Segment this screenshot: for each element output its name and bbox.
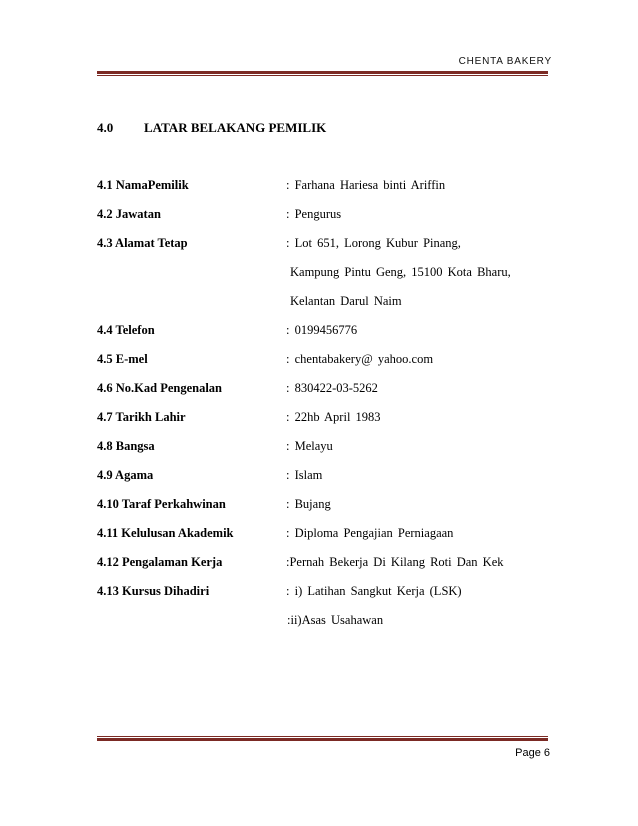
footer-rule-thin	[97, 736, 548, 737]
row-value: : Pengurus	[286, 207, 342, 221]
row-label: 4.3 Alamat Tetap	[97, 236, 188, 250]
row-value: : Melayu	[286, 439, 333, 453]
row-value: : Diploma Pengajian Perniagaan	[286, 526, 454, 540]
row-value: : Farhana Hariesa binti Ariffin	[286, 178, 446, 192]
row-label: 4.4 Telefon	[97, 323, 155, 337]
row-label: 4.5 E-mel	[97, 352, 148, 366]
row-value: :ii)Asas Usahawan	[287, 613, 384, 627]
row-value: : i) Latihan Sangkut Kerja (LSK)	[286, 584, 462, 598]
row-value: : 830422-03-5262	[286, 381, 378, 395]
row-label: 4.10 Taraf Perkahwinan	[97, 497, 226, 511]
row-value: : 0199456776	[286, 323, 358, 337]
header-rule	[97, 71, 548, 76]
header-rule-thin	[97, 75, 548, 76]
row-label: 4.6 No.Kad Pengenalan	[97, 381, 223, 395]
row-label: 4.7 Tarikh Lahir	[97, 410, 186, 424]
row-label: 4.1 NamaPemilik	[97, 178, 189, 192]
row-label: 4.8 Bangsa	[97, 439, 155, 453]
row-value: Kampung Pintu Geng, 15100 Kota Bharu,	[290, 265, 511, 279]
row-label: 4.13 Kursus Dihadiri	[97, 584, 210, 598]
row-label: 4.11 Kelulusan Akademik	[97, 526, 234, 540]
row-value: : chentabakery@ yahoo.com	[286, 352, 434, 366]
footer-rule-thick	[97, 738, 548, 741]
running-header: CHENTA BAKERY	[458, 56, 552, 67]
section-title-text: LATAR BELAKANG PEMILIK	[144, 120, 327, 135]
section-number: 4.0	[97, 120, 114, 135]
header-rule-thick	[97, 71, 548, 74]
row-value: : Islam	[286, 468, 323, 482]
row-value: : Bujang	[286, 497, 331, 511]
row-label: 4.9 Agama	[97, 468, 154, 482]
row-value: : 22hb April 1983	[286, 410, 381, 424]
footer-rule	[97, 736, 548, 741]
section-heading	[97, 120, 326, 136]
row-label: 4.2 Jawatan	[97, 207, 161, 221]
row-value: : Lot 651, Lorong Kubur Pinang,	[286, 236, 461, 250]
row-value: Kelantan Darul Naim	[290, 294, 402, 308]
row-label: 4.12 Pengalaman Kerja	[97, 555, 223, 569]
row-value: :Pernah Bekerja Di Kilang Roti Dan Kek	[286, 555, 504, 569]
page-number: Page 6	[515, 747, 550, 759]
